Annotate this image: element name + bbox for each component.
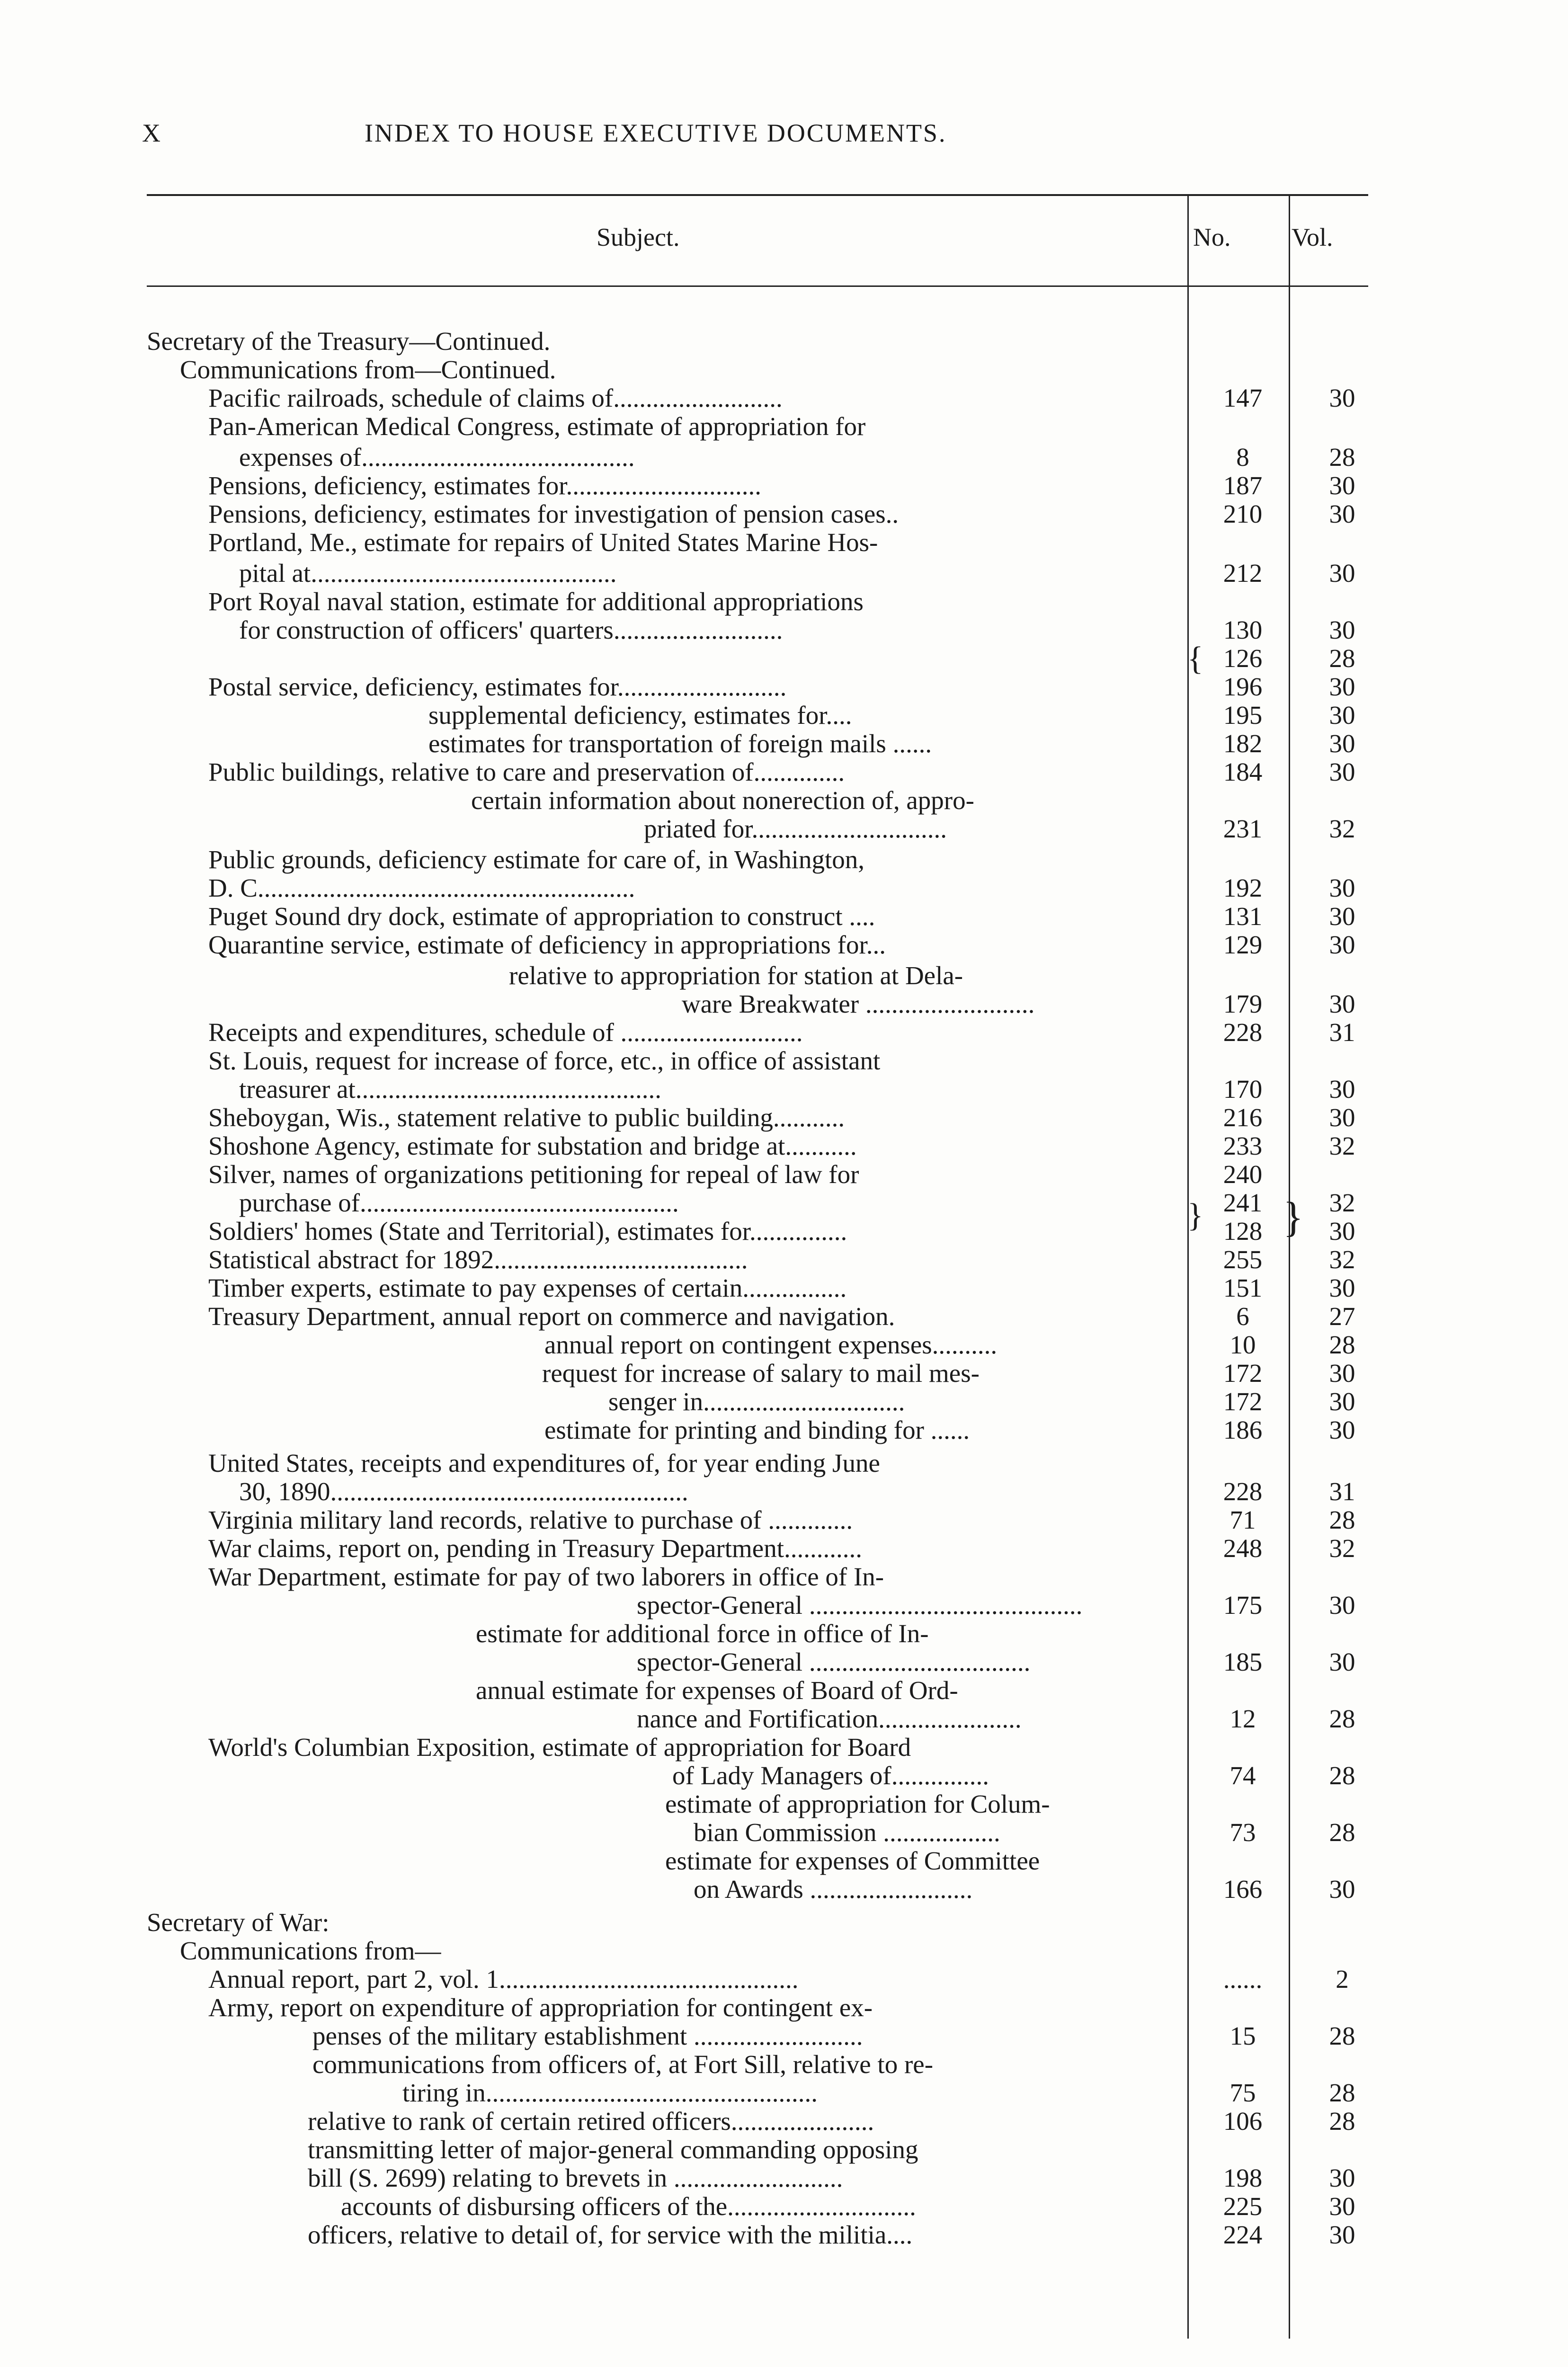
entry-subject: Public buildings, relative to care and preservation of..............: [208, 757, 845, 786]
entry-doc-number: 233: [1223, 1131, 1263, 1160]
table-row: [0, 814, 1568, 844]
table-row: [0, 327, 1568, 356]
entry-subject: Pan-American Medical Congress, estimate of appropriation for: [208, 412, 866, 441]
table-row: [0, 1131, 1568, 1161]
entry-volume: 28: [1329, 1505, 1355, 1534]
entry-doc-number: 248: [1223, 1534, 1263, 1563]
entry-doc-number: 210: [1223, 499, 1263, 528]
entry-subject: Annual report, part 2, vol. 1..............................................: [208, 1965, 799, 1993]
entry-doc-number: 131: [1223, 902, 1263, 931]
entry-subject: tiring in...................................................: [402, 2078, 818, 2107]
table-row: [0, 729, 1568, 758]
table-row: [0, 757, 1568, 787]
entry-subject: Quarantine service, estimate of deficiency in appropriations for...: [208, 930, 886, 959]
entry-volume: 30: [1329, 2220, 1355, 2249]
entry-volume: 30: [1329, 559, 1355, 587]
table-row: [0, 1591, 1568, 1620]
entry-doc-number: 187: [1223, 471, 1263, 500]
column-header-subject: Subject.: [597, 223, 680, 251]
entry-volume: 31: [1329, 1477, 1355, 1506]
entry-volume: 32: [1329, 1131, 1355, 1160]
entry-doc-number: ......: [1223, 1965, 1263, 1993]
entry-subject: Communications from—: [180, 1936, 441, 1965]
entry-doc-number: 129: [1223, 930, 1263, 959]
table-row: [0, 587, 1568, 616]
table-row: [0, 1965, 1568, 1994]
table-row: [0, 1018, 1568, 1047]
entry-volume: 32: [1329, 814, 1355, 843]
entry-subject: Portland, Me., estimate for repairs of United States Marine Hos-: [208, 528, 878, 557]
entry-subject: estimate for additional force in office of In-: [476, 1619, 929, 1648]
entry-subject: on Awards .........................: [694, 1875, 973, 1904]
entry-doc-number: 147: [1223, 383, 1263, 412]
table-row: [0, 443, 1568, 472]
entry-subject: 30, 1890.......................................................: [239, 1477, 688, 1506]
entry-volume: 30: [1329, 1075, 1355, 1103]
entry-subject: estimate of appropriation for Colum-: [665, 1789, 1050, 1818]
table-row: [0, 1993, 1568, 2022]
entry-doc-number: 231: [1223, 814, 1263, 843]
entry-doc-number: 170: [1223, 1075, 1263, 1103]
entry-volume: 30: [1329, 471, 1355, 500]
entry-doc-number: 74: [1229, 1761, 1256, 1790]
brace-postal: {: [1187, 641, 1203, 677]
entry-doc-number: 224: [1223, 2220, 1263, 2249]
entry-subject: War claims, report on, pending in Treasury Department............: [208, 1534, 862, 1563]
entry-doc-number: 172: [1223, 1359, 1263, 1388]
entry-doc-number: 182: [1223, 729, 1263, 758]
entry-subject: transmitting letter of major-general commanding opposing: [308, 2135, 918, 2164]
entry-doc-number: 196: [1223, 672, 1263, 701]
table-row: [0, 1387, 1568, 1416]
entry-doc-number: 240: [1223, 1160, 1263, 1189]
entry-doc-number: 175: [1223, 1591, 1263, 1620]
entry-volume: 30: [1329, 672, 1355, 701]
entry-subject: spector-General ..................................: [637, 1647, 1031, 1676]
entry-volume: 30: [1329, 729, 1355, 758]
entry-volume: 28: [1329, 1330, 1355, 1359]
entry-subject: annual report on contingent expenses..........: [544, 1330, 998, 1359]
entry-doc-number: 184: [1223, 757, 1263, 786]
entry-subject: Pacific railroads, schedule of claims of..........................: [208, 383, 783, 412]
entry-subject: Pensions, deficiency, estimates for investigation of pension cases..: [208, 499, 899, 528]
table-row: [0, 2163, 1568, 2193]
table-row: [0, 1188, 1568, 1218]
entry-subject: purchase of.................................................: [239, 1188, 679, 1217]
entry-subject: Shoshone Agency, estimate for substation and bridge at...........: [208, 1131, 857, 1160]
table-row: [0, 1761, 1568, 1790]
table-row: [0, 1704, 1568, 1734]
column-header-no: No.: [1193, 223, 1231, 251]
entry-volume: 30: [1329, 873, 1355, 902]
entry-subject: expenses of..........................................: [239, 443, 635, 472]
entry-volume: 30: [1329, 1273, 1355, 1302]
entry-doc-number: 6: [1236, 1302, 1249, 1331]
entry-volume: 30: [1329, 615, 1355, 644]
table-row: [0, 1359, 1568, 1388]
entry-volume: 27: [1329, 1302, 1355, 1331]
table-row: [0, 786, 1568, 815]
table-row: [0, 1534, 1568, 1563]
entry-doc-number: 151: [1223, 1273, 1263, 1302]
entry-subject: supplemental deficiency, estimates for....: [428, 701, 852, 730]
entry-subject: Puget Sound dry dock, estimate of appropriation to construct ....: [208, 902, 875, 931]
entry-doc-number: 255: [1223, 1245, 1263, 1274]
entry-volume: 31: [1329, 1018, 1355, 1047]
table-row: [0, 1647, 1568, 1677]
entry-subject: estimate for expenses of Committee: [665, 1846, 1040, 1875]
entry-doc-number: 228: [1223, 1018, 1263, 1047]
entry-subject: annual estimate for expenses of Board of Ord-: [476, 1676, 958, 1705]
entry-subject: bian Commission ..................: [694, 1818, 1000, 1847]
table-row: [0, 1273, 1568, 1303]
entry-subject: ware Breakwater ..........................: [682, 989, 1035, 1018]
entry-volume: 32: [1329, 1245, 1355, 1274]
table-row: [0, 930, 1568, 960]
entry-doc-number: 73: [1229, 1818, 1256, 1847]
table-row: [0, 471, 1568, 500]
table-row: [0, 1908, 1568, 1937]
entry-subject: Virginia military land records, relative to purchase of .............: [208, 1505, 853, 1534]
entry-subject: Secretary of War:: [147, 1908, 330, 1937]
entry-subject: St. Louis, request for increase of force, etc., in office of assistant: [208, 1046, 881, 1075]
entry-volume: 32: [1329, 1188, 1355, 1217]
entry-subject: of Lady Managers of...............: [672, 1761, 989, 1790]
entry-doc-number: 126: [1223, 644, 1263, 673]
entry-subject: treasurer at...............................................: [239, 1075, 662, 1103]
entry-subject: Secretary of the Treasury—Continued.: [147, 327, 551, 356]
entry-subject: Postal service, deficiency, estimates for..........................: [208, 672, 787, 701]
entry-volume: 30: [1329, 499, 1355, 528]
entry-volume: 28: [1329, 1704, 1355, 1733]
entry-volume: 30: [1329, 1217, 1355, 1246]
entry-doc-number: 212: [1223, 559, 1263, 587]
entry-volume: 30: [1329, 1415, 1355, 1444]
entry-subject: officers, relative to detail of, for service with the militia....: [308, 2220, 913, 2249]
entry-volume: 28: [1329, 1818, 1355, 1847]
table-row: [0, 528, 1568, 557]
entry-subject: Army, report on expenditure of appropriation for contingent ex-: [208, 1993, 873, 2022]
brace-silver: }: [1187, 1197, 1203, 1234]
entry-volume: 30: [1329, 1387, 1355, 1416]
entry-volume: 30: [1329, 1647, 1355, 1676]
table-row: [0, 1789, 1568, 1819]
entry-doc-number: 106: [1223, 2107, 1263, 2136]
entry-volume: 30: [1329, 902, 1355, 931]
entry-volume: 30: [1329, 989, 1355, 1018]
table-row: [0, 1103, 1568, 1132]
entry-subject: for construction of officers' quarters..........................: [239, 615, 783, 644]
entry-subject: World's Columbian Exposition, estimate of appropriation for Board: [208, 1733, 911, 1762]
entry-subject: War Department, estimate for pay of two laborers in office of In-: [208, 1562, 884, 1591]
entry-subject: estimate for printing and binding for ......: [544, 1415, 970, 1444]
table-row: [0, 1846, 1568, 1876]
entry-volume: 30: [1329, 2192, 1355, 2221]
table-row: [0, 2021, 1568, 2051]
entry-subject: pital at...............................................: [239, 559, 617, 587]
entry-subject: estimates for transportation of foreign mails ......: [428, 729, 932, 758]
entry-volume: 30: [1329, 757, 1355, 786]
table-row: [0, 1075, 1568, 1104]
table-row: [0, 615, 1568, 645]
entry-volume: 30: [1329, 1359, 1355, 1388]
entry-doc-number: 15: [1229, 2021, 1256, 2050]
entry-subject: relative to appropriation for station at Dela-: [509, 961, 963, 990]
running-title: INDEX TO HOUSE EXECUTIVE DOCUMENTS.: [365, 119, 947, 147]
table-row: [0, 1936, 1568, 1966]
table-row: [0, 2107, 1568, 2136]
entry-subject: Sheboygan, Wis., statement relative to public building...........: [208, 1103, 845, 1132]
table-row: [0, 1046, 1568, 1076]
table-row: [0, 355, 1568, 384]
table-row: [0, 1619, 1568, 1648]
table-row: [0, 1733, 1568, 1762]
entry-subject: Statistical abstract for 1892.......................................: [208, 1245, 748, 1274]
entry-subject: United States, receipts and expenditures of, for year ending June: [208, 1449, 880, 1477]
entry-subject: penses of the military establishment ..........................: [312, 2021, 863, 2050]
table-row: [0, 672, 1568, 702]
table-row: [0, 2050, 1568, 2079]
entry-subject: Public grounds, deficiency estimate for care of, in Washington,: [208, 845, 864, 874]
entry-volume: 30: [1329, 1875, 1355, 1904]
entry-volume: 30: [1329, 383, 1355, 412]
table-row: [0, 644, 1568, 673]
entry-subject: Communications from—Continued.: [180, 355, 556, 384]
entry-doc-number: 172: [1223, 1387, 1263, 1416]
entry-doc-number: 12: [1229, 1704, 1256, 1733]
entry-volume: 28: [1329, 2078, 1355, 2107]
table-row: [0, 961, 1568, 990]
entry-doc-number: 128: [1223, 1217, 1263, 1246]
entry-doc-number: 166: [1223, 1875, 1263, 1904]
entry-volume: 32: [1329, 1534, 1355, 1563]
entry-doc-number: 198: [1223, 2163, 1263, 2192]
entry-volume: 30: [1329, 1591, 1355, 1620]
table-row: [0, 2220, 1568, 2250]
table-row: [0, 1562, 1568, 1592]
entry-volume: 30: [1329, 930, 1355, 959]
table-row: [0, 1875, 1568, 1904]
entry-doc-number: 75: [1229, 2078, 1256, 2107]
entry-volume: 30: [1329, 701, 1355, 730]
table-row: [0, 559, 1568, 588]
entry-volume: 30: [1329, 2163, 1355, 2192]
table-row: [0, 1245, 1568, 1274]
table-row: [0, 1217, 1568, 1246]
table-row: [0, 383, 1568, 413]
entry-volume: 2: [1336, 1965, 1349, 1993]
entry-doc-number: 225: [1223, 2192, 1263, 2221]
table-row: [0, 2135, 1568, 2164]
entry-volume: 28: [1329, 2021, 1355, 2050]
entry-doc-number: 192: [1223, 873, 1263, 902]
entry-subject: relative to rank of certain retired officers......................: [308, 2107, 874, 2136]
entry-doc-number: 10: [1229, 1330, 1256, 1359]
entry-doc-number: 130: [1223, 615, 1263, 644]
entry-subject: accounts of disbursing officers of the.............................: [341, 2192, 916, 2221]
table-row: [0, 902, 1568, 931]
entry-doc-number: 71: [1229, 1505, 1256, 1534]
entry-subject: Receipts and expenditures, schedule of ............................: [208, 1018, 803, 1047]
table-row: [0, 845, 1568, 874]
table-row: [0, 499, 1568, 529]
table-row: [0, 1449, 1568, 1478]
page-folio: X: [142, 119, 160, 147]
entry-subject: Treasury Department, annual report on commerce and navigation.: [208, 1302, 895, 1331]
entry-subject: bill (S. 2699) relating to brevets in ..........................: [308, 2163, 843, 2192]
column-header-vol: Vol.: [1292, 223, 1333, 251]
table-row: [0, 873, 1568, 903]
table-row: [0, 989, 1568, 1019]
entry-volume: 28: [1329, 1761, 1355, 1790]
entry-subject: Pensions, deficiency, estimates for..............................: [208, 471, 762, 500]
entry-doc-number: 185: [1223, 1647, 1263, 1676]
entry-subject: D. C..........................................................: [208, 873, 635, 902]
table-row: [0, 1302, 1568, 1331]
table-row: [0, 701, 1568, 730]
brace-silver-vol: }: [1283, 1194, 1304, 1241]
table-row: [0, 1505, 1568, 1535]
table-row: [0, 1330, 1568, 1360]
table-row: [0, 2192, 1568, 2221]
table-row: [0, 1818, 1568, 1847]
table-row: [0, 1415, 1568, 1445]
entry-subject: Silver, names of organizations petitioning for repeal of law for: [208, 1160, 859, 1189]
entry-volume: 30: [1329, 1103, 1355, 1132]
entry-volume: 28: [1329, 443, 1355, 472]
table-row: [0, 1676, 1568, 1705]
entry-subject: Timber experts, estimate to pay expenses of certain................: [208, 1273, 847, 1302]
entry-subject: communications from officers of, at Fort Sill, relative to re-: [312, 2050, 934, 2079]
entry-doc-number: 241: [1223, 1188, 1263, 1217]
entry-doc-number: 228: [1223, 1477, 1263, 1506]
entry-doc-number: 179: [1223, 989, 1263, 1018]
entry-subject: certain information about nonerection of, appro-: [471, 786, 974, 815]
table-row: [0, 1477, 1568, 1506]
entry-doc-number: 216: [1223, 1103, 1263, 1132]
table-row: [0, 412, 1568, 441]
entry-subject: Port Royal naval station, estimate for additional appropriations: [208, 587, 864, 616]
table-row: [0, 1160, 1568, 1189]
entry-doc-number: 186: [1223, 1415, 1263, 1444]
entry-doc-number: 195: [1223, 701, 1263, 730]
entry-subject: nance and Fortification......................: [637, 1704, 1022, 1733]
entry-volume: 28: [1329, 644, 1355, 673]
entry-subject: request for increase of salary to mail mes-: [542, 1359, 980, 1388]
entry-subject: priated for..............................: [644, 814, 947, 843]
entry-subject: senger in...............................: [608, 1387, 905, 1416]
entry-doc-number: 8: [1236, 443, 1249, 472]
table-row: [0, 2078, 1568, 2108]
entry-subject: spector-General ..........................................: [637, 1591, 1083, 1620]
entry-subject: Soldiers' homes (State and Territorial), estimates for...............: [208, 1217, 847, 1246]
entry-volume: 28: [1329, 2107, 1355, 2136]
